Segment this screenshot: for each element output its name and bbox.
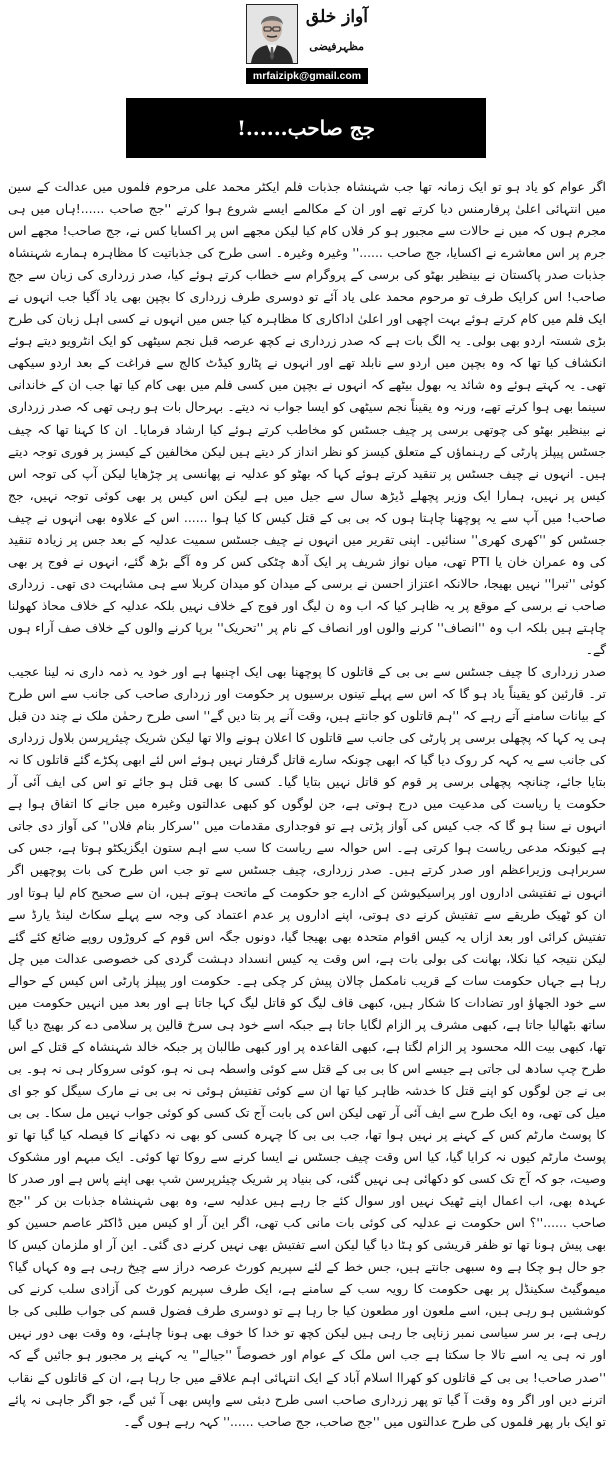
article-body	[8, 176, 606, 1433]
author-photo	[246, 4, 298, 64]
author-name: مظہرفیضی	[309, 40, 364, 53]
author-email: mrfaizipk@gmail.com	[246, 68, 368, 84]
author-portrait-icon	[247, 5, 297, 63]
column-title: آواز خلق	[305, 7, 368, 27]
article-paragraph: صدر زرداری کا چیف جسٹس سے بی بی کے قاتلوں کا پوچھنا بھی ایک اچنبھا ہے اور خود یہ ذمہ داری نہ لینا عجیب تر۔ قارئین کو یقیناً یاد ہو گا کہ اس سے پہلے تینوں برسیوں پر حکومت اور زرداری صاحب کی جانب سے اس طرح کے بیانات سامنے آتے رہے کہ ''ہم قاتلوں کو جانتے ہیں، وقت آنے پر بتا دیں گے'' اسی طرح رحمٰن ملک نے چند دن قبل ہی یہ کہا کہ پچھلی برسی پر پارٹی کی جانب سے قاتلوں کا اعلان ہونے والا تھا لیکن شریک چیئرپرسن بلاول زرداری کی جانب سے یہ کہہ کر روک دیا گیا کہ ابھی چونکہ سارے قاتل گرفتار نہیں ہوئے اس لئے ابھی پکڑے گئے قاتلوں کا نہ بتایا جائے، چنانچہ پچھلی برسی پر قوم کو قاتل نہیں بتایا گیا۔ کسی کا بھی قتل ہو جائے تو اس کی ایف آئی آر حکومت یا ریاست کی مدعیت میں درج ہوتی ہے، جن لوگوں کو کبھی عدالتوں وغیرہ میں جانے کا اتفاق ہوا ہے انہوں نے سنا ہو گا کہ جب کیس کی آواز پڑتی ہے تو فوجداری مقدمات میں ''سرکار بنام فلاں'' کی آواز دی جاتی ہے کیونکہ مدعی ریاست ہوا کرتی ہے۔ اس حوالہ سے ریاست کا سب سے اہم ستون ایگزیکٹو ہوتا ہے، جس کی سربراہی وزیراعظم اور صدر کرتے ہیں۔ صدر زرداری، چیف جسٹس سے تو جب اس طرح کی بات پوچھیں اگر انہوں نے تفتیشی اداروں اور پراسیکیوشن کے ادارے جو حکومت کے ماتحت ہوتے ہیں، ان سے صحیح کام لیا ہوتا اور ان کو ٹھیک طریقے سے تفتیش کرنے دی ہوتی، اپنے اداروں پر عدم اعتماد کی وجہ سے پہلے سکاٹ لینڈ یارڈ سے تفتیش کرائی اور بعد ازاں یہ کیس اقوام متحدہ بھی بھیجا گیا، دونوں جگہ اس قوم کے کروڑوں روپے ضائع کئے گئے لیکن نتیجہ کیا نکلا، بھانت کی بولی بات ہے، اس وقت یہ کیس انسداد دہشت گردی کی خصوصی عدالت میں چل رہا ہے جہاں حکومت سات کے قریب نامکمل چالان پیش کر چکی ہے۔ حکومت اور پیپلز پارٹی اس کیس کے حوالے سے خود الجھاؤ اور تضادات کا شکار ہیں، کبھی قاف لیگ کو قاتل لیگ کہا جاتا ہے اور بعد میں انہیں حکومت میں ساتھ بٹھالیا جاتا ہے، کبھی مشرف پر الزام لگایا جاتا ہے جبکہ اسے خود ہی سرخ قالین پر سلامی دے کر بھیج دیا گیا تھا، کبھی بیت اللہ محسود پر الزام لگتا ہے، کبھی القاعدہ پر اور کبھی طالبان پر جبکہ خالد شہنشاہ کے قتل کے اس طرح چپ سادھ لی جاتی ہے جیسے اس کا بی بی کے قتل سے کوئی واسطہ ہی نہ ہو، کوئی سروکار ہی نہ ہو۔ بی بی نے جن لوگوں کو اپنے قتل کا خدشہ ظاہر کیا تھا ان سے کوئی تفتیش ہوئی نہ بی بی نے مارک سیگل کو جو ای میل کی تھی، وہ ایک طرح سے ایف آئی آر تھی لیکن اس کی بابت آج تک کسی کو کوئی جواب نہیں مل سکا۔ بی بی کا پوسٹ مارٹم کس کے کہنے پر نہیں ہوا تھا، جب بی بی کا چہرہ کسی کو بھی نہ دکھانے کا فیصلہ کیا گیا تھا تو پوسٹ مارٹم کیوں نہ کرایا گیا، کیا اس وقت چیف جسٹس نے ایسا کرنے سے روکا تھا کوئی۔ ایک مبہم اور مشکوک وصیت، جو کہ آج تک کسی کو دکھائی ہی نہیں گئی، کی بنیاد پر شریک چیئرپرسن شپ بھی اپنے پاس ہے اور صدر کا عہدہ بھی، اب اعمال اپنے ٹھیک نہیں اور سوال کئے جا رہے ہیں عدلیہ سے، وہ بھی شہنشاہ جذبات بن کر ''جج صاحب ......''؟ اس حکومت نے عدلیہ کی کوئی بات مانی کب تھی، اگر این آر او کیس میں ڈاکٹر عاصم حسین کو بھی پیش ہونا تھا تو ظفر قریشی کو ہٹا دیا گیا لیکن اسے تفتیش بھی نہیں کرنے دی گئی۔ این آر او ملزمان کیس کا جو حال ہو چکا ہے وہ سبھی جانتے ہیں، جس خط کے لئے سپریم کورٹ عرصہ دراز سے چیخ رہی ہے وہ کہاں گیا؟ میموگیٹ سکینڈل پر بھی حکومت کا رویہ سب کے سامنے ہے، ایک طرف سپریم کورٹ کی آزادی سلب کرنے کی کوششیں ہو رہی ہیں، اسے ملعون اور مطعون کیا جا رہا ہے تو دوسری طرف فضول قسم کی جواب طلبی کی جا رہی ہے، بر سر سیاسی نمبر زناپی جا رہی ہیں لیکن کچھ تو خدا کا خوف بھی ہونا چاہئے، وہ وقت بھی دور نہیں اور نہ ہی یہ اسے تالا جا سکتا ہے جب اس ملک کے عوام اور خصوصاً ''جیالے'' یہ کہنے پر مجبور ہو جائیں گے کہ ''صدر صاحب! بی بی کے قاتلوں کو کھراا اسلام آباد کے ایک انتہائی اہم علاقے میں جا رہا ہے، ان کے قاتلوں کے نقاب اترنے دیں اور اگر وہ وقت آ گیا تو پھر زرداری صاحب اسی طرح دبئی سے واپس بھی آ ئیں گے، جو اگر جاہی نہ پائے تو ایک بار پھر فلموں کی طرح عدالتوں میں ''جج صاحب، جج صاحب ......'' کہہ رہے ہوں گے۔	[8, 664, 606, 1429]
headline: جج صاحب......!	[237, 116, 375, 140]
masthead-top	[246, 4, 368, 66]
article-paragraph: اگر عوام کو یاد ہو تو ایک زمانہ تھا جب شہنشاہ جذبات فلم ایکٹر محمد علی مرحوم فلموں میں عدالت کے سین میں انتہائی اعلیٰ پرفارمنس دیا کرتے تھے اور ان کے مکالمے ایسے شروع ہوا کرتے ''جج صاحب ......!ہاں میں ہی مجرم ہوں کہ میں نے حالات سے مجبور ہو کر فلاں کام کیا لیکن مجھے اس پر اکسایا کس نے، جج صاحب! مجھے اس جرم پر اس معاشرے نے اکسایا، جج صاحب ......'' وغیرہ وغیرہ۔ اسی طرح کی جذباتیت کا مظاہرہ ہمارے شہنشاہ جذبات صدر پاکستان نے بینظیر بھٹو کی برسی کے پروگرام سے خطاب کرتے ہوئے کیا، صدر زرداری کی زبان سے جج صاحب! اس کرایک طرف تو مرحوم محمد علی یاد آئے تو دوسری طرف زرداری کا بچپن بھی یاد آگیا جب انہوں نے ایک فلم میں کام کرتے ہوئے بہت اچھی اور اعلیٰ اداکاری کا مظاہرہ کیا جس میں انہوں نے کسی اہل زبان کی طرح بڑی شستہ اردو بھی بولی۔ یہ الگ بات ہے کہ صدر زرداری نے کچھ عرصہ قبل نجم سیٹھی کو ایک انٹرویو دیتے ہوئے انکشاف کیا تھا کہ وہ بچپن میں اردو سے نابلد تھے اور انہوں نے پٹارو کیڈٹ کالج سے فراغت کے بعد اردو سیکھی تھی۔ یہ کہتے ہوئے وہ شائد یہ بھول بیٹھے کہ انہوں نے بچپن میں کسی فلم میں بھی کام کیا تھا جب ان کے خاندانی سینما بھی ہوا کرتے تھے، ورنہ وہ یقیناً نجم سیٹھی کو ایسا جواب نہ دیتے۔ بہرحال بات ہو رہی تھی کہ صدر زرداری نے بینظیر بھٹو کی چوتھی برسی پر چیف جسٹس کو مخاطب کرتے ہوئے کیا ارشاد فرمایا۔ ان کا کہنا تھا کہ چیف جسٹس پیپلز پارٹی کے رہنماؤں کے متعلق کیسز کو نظر انداز کر دیتے ہیں لیکن مخالفین کے کیسز پر فوری توجہ دیتے ہیں۔ انہوں نے چیف جسٹس پر تنقید کرتے ہوئے کہا کہ بھٹو کو عدلیہ نے پھانسی پر چڑھایا لیکن آپ کی توجہ اس کیس پر نہیں، ہمارا ایک وزیر پچھلے ڈیڑھ سال سے جیل میں ہے لیکن اس کیس پر بھی کوئی توجہ نہیں، جج صاحب! میں آپ سے یہ پوچھنا چاہتا ہوں کہ بی بی کے قتل کیس کا کیا ہوا ...... اس کے علاوہ بھی انہوں نے چیف جسٹس کو ''کھری کھری'' سنائیں۔ اپنی تقریر میں انہوں نے چیف جسٹس سمیت عدلیہ کے بعد جس پر زیادہ تنقید کی وہ عمران خان یا PTI تھی، میاں نواز شریف پر ایک آدھ چٹکی کس کر وہ آگے بڑھ گئے، انہوں نے فوج پر بھی کوئی ''تبرا'' نہیں بھیجا، حالانکہ اعتزاز احسن نے برسی کے میدان کو میدان کربلا سے ہی مشابہت دی تھی۔ زرداری صاحب نے برسی کے موقع پر یہ ظاہر کیا کہ اب وہ ن لیگ اور فوج کے خلاف نہیں بلکہ عدلیہ کے خلاف محاذ کھولنا چاہتے ہیں بلکہ اب وہ ''انصاف'' کرنے والوں اور انصاف کے نام پر ''تحریک'' برپا کرنے والوں کے خلاف صف آراء ہوں گے۔	[8, 179, 607, 657]
column-masthead	[246, 4, 368, 100]
headline-box	[126, 98, 486, 158]
